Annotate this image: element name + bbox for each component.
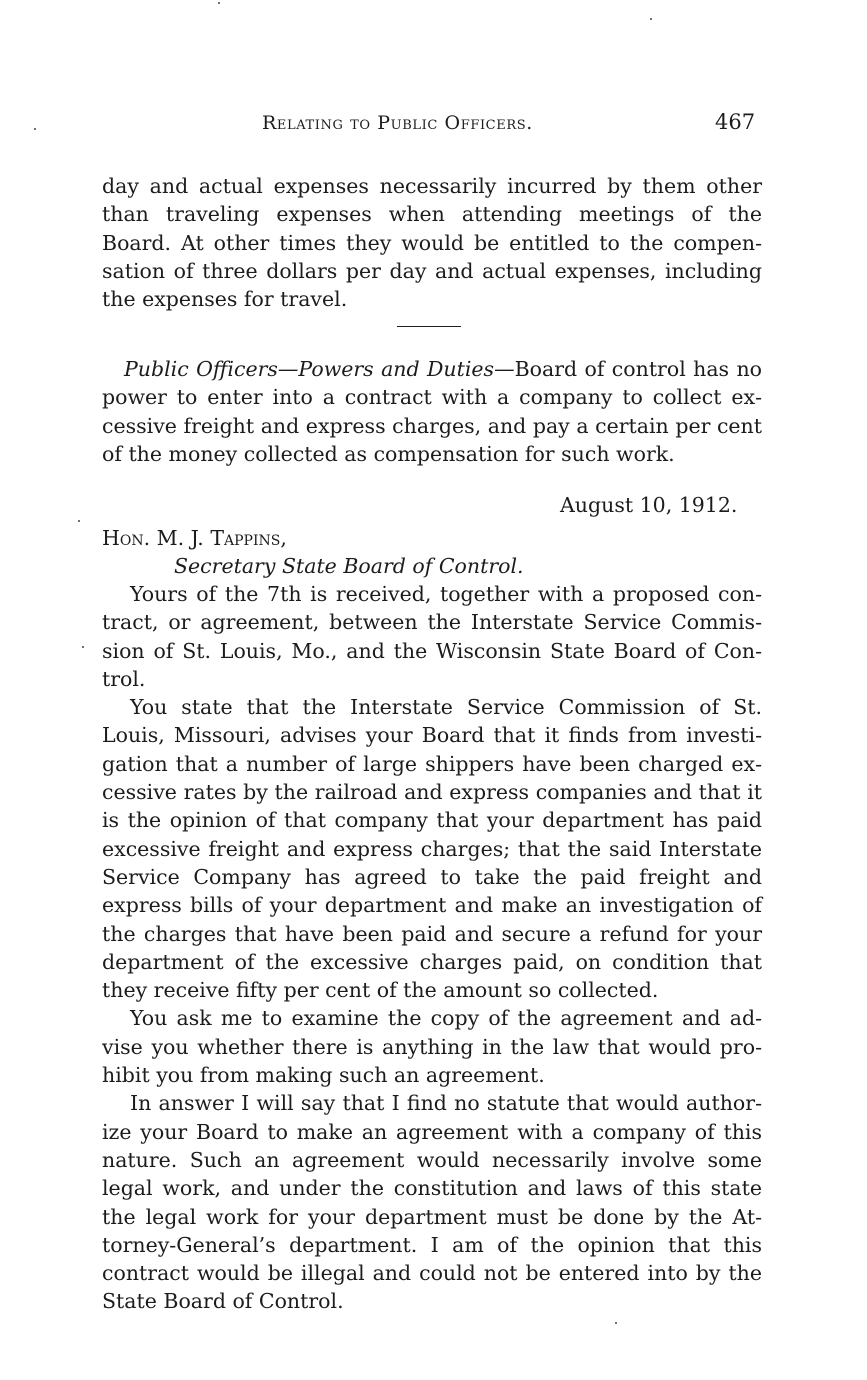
letter-paragraph: You state that the Interstate Service Commission of St. Louis, Missouri, advises your Board that it finds from investigation that a number of large shippers have been charged excessive rates by the railroad and express companies and that it is the opinion of that company that your department has paid excessive freight and express charges; that the said Interstate Service Company has agreed to take the paid freight and express bills of your department and make an investigation of the charges that have been paid and secure a refund for your department of the excessive charges paid, on condition that they receive fifty per cent of the amount so collected. [102, 695, 762, 1003]
scan-speck [615, 1322, 617, 1324]
continuation-paragraph: day and actual expenses necessarily incurred by them other than traveling expenses when attending meetings of the Board. At other times they would be entitled to the compensation of three dollars per day and actual expenses, including the expenses for travel. [102, 174, 762, 312]
letter-date: August 10, 1912. [560, 493, 738, 517]
addressee-name: Hon. M. J. Tappins, [102, 526, 287, 550]
syllabus-text: Board of control has no power to enter into a contract with a company to collect excessive freight and express charges, and pay a certain per cent of the money collected as compensation for such work. [102, 357, 762, 466]
running-head: Relating to Public Officers. [262, 112, 533, 134]
letter-paragraph: In answer I will say that I find no statute that would authorize your Board to make an agreement with a company of this nature. Such an agreement would necessarily involve some legal work, and under the constitution and laws of this state the legal work for your department must be done by the Attorney-General’s department. I am of the opinion that this contract would be illegal and could not be entered into by the State Board of Control. [102, 1091, 762, 1314]
section-divider [397, 326, 461, 327]
syllabus [102, 355, 762, 468]
addressee [102, 524, 524, 581]
addressee-title: Secretary State Board of Control. [174, 554, 524, 579]
scan-speck [650, 18, 652, 20]
syllabus-heading: Public Officers—Powers and Duties— [124, 357, 515, 381]
page-number: 467 [715, 110, 756, 134]
scan-speck [82, 646, 84, 648]
scan-speck [78, 520, 80, 522]
scan-speck [218, 2, 220, 4]
letter-paragraph: Yours of the 7th is received, together with a proposed contract, or agreement, between the Interstate Service Commission of St. Louis, Mo., and the Wisconsin State Board of Control. [102, 582, 762, 691]
scan-speck [34, 128, 36, 130]
letter-paragraph: You ask me to examine the copy of the agreement and advise you whether there is anything in the law that would prohibit you from making such an agreement. [102, 1006, 762, 1088]
letter-body [102, 580, 762, 1316]
